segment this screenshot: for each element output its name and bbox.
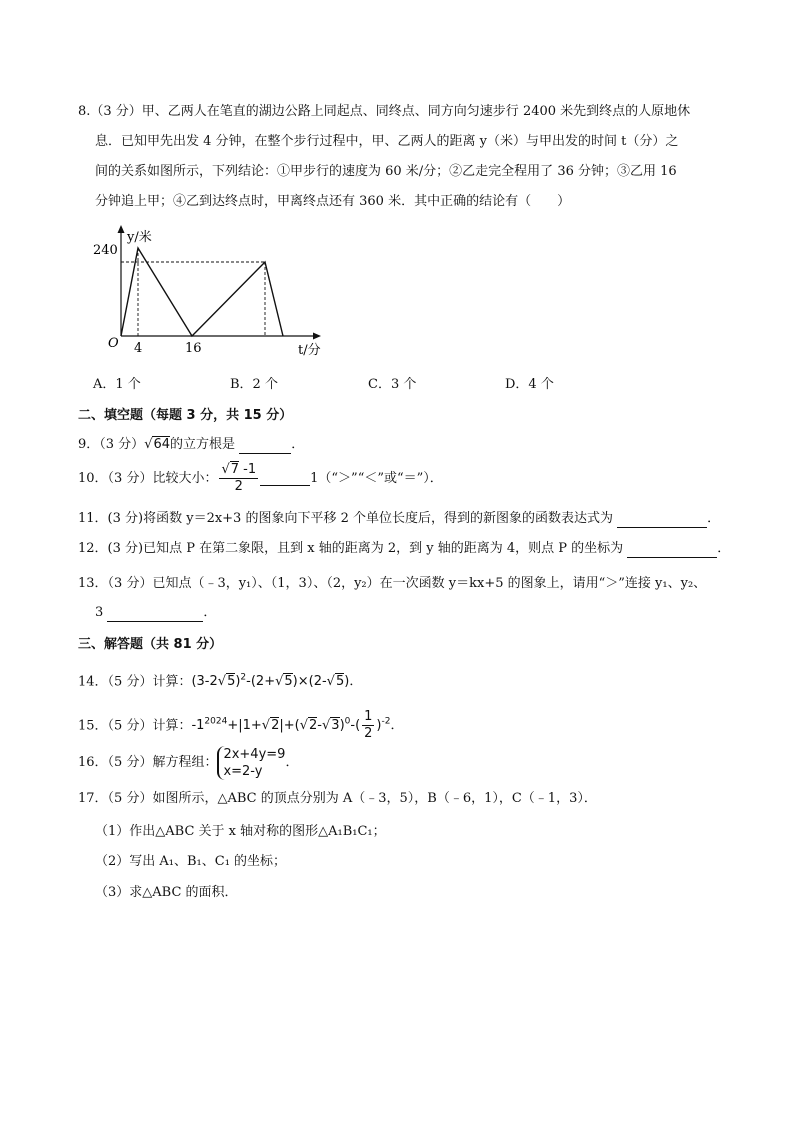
q8-line1: 8.（3 分）甲、乙两人在笔直的湖边公路上同起点、同终点、同方向匀速步行 2400 米先到终点的人原地休 [78,104,691,119]
q10-denominator: 2 [234,479,243,494]
q8-option-b: B．2 个 [230,377,278,392]
origin-label: O [108,336,119,351]
q12-answer-blank[interactable] [627,543,717,558]
q10-prefix: 10．（3 分）比较大小： [78,471,218,486]
q16 [78,743,298,783]
x-axis-arrow [313,333,321,340]
q12-end: ． [717,541,731,556]
q16-eq2: x=2-y [223,763,263,779]
q10-num-tail: -1 [239,462,257,477]
section2-title: 二、填空题（每题 3 分，共 15 分） [78,408,293,423]
q13-line1: 13．（3 分）已知点（﹣3，y₁）、（1，3）、（2，y₂）在一次函数 y＝kx+5 的图象上，请用“＞”连接 y₁、y₂、 [78,576,707,591]
x-axis-label: t/分 [298,343,321,358]
q11-answer-blank[interactable] [617,513,707,528]
q9-radicand: 64 [153,437,171,452]
q8-line3: 间的关系如图所示，下列结论：①甲步行的速度为 60 米/分；②乙走完全程用了 36 分钟；③乙用 16 [95,164,677,179]
q17-line1: 17．（5 分）如图所示，△ABC 的顶点分别为 A（﹣3，5），B（﹣6，1），C（﹣1，3）． [78,791,597,806]
q12-text: 12．(3 分)已知点 P 在第二象限，且到 x 轴的距离为 2，到 y 轴的距离为 4，则点 P 的坐标为 [78,541,624,556]
q13-end: ． [203,605,217,620]
q8-line2: 息．已知甲先出发 4 分钟，在整个步行过程中，甲、乙两人的距离 y（米）与甲出发的时间 t（分）之 [95,134,679,149]
q10-radicand: 7 [230,462,240,477]
q13-line2 [95,604,216,622]
q10 [78,461,443,497]
q8-line4: 分钟追上甲；④乙到达终点时，甲离终点还有 360 米．其中正确的结论有（ ） [95,194,571,209]
q9-suffix: 的立方根是 [170,437,236,452]
q16-end: ． [285,755,299,770]
q17-sub2: （2）写出 A₁、B₁、C₁ 的坐标； [95,854,287,869]
q11-text: 11．(3 分)将函数 y＝2x+3 的图象向下平移 2 个单位长度后，得到的新图象的函数表达式为 [78,511,613,526]
q8-option-c: C．3 个 [368,377,417,392]
q10-fraction: $\frac{√7 -1}{2}$ [221,462,257,494]
y-tick-240: 240 [93,243,118,258]
q9-end: ． [291,437,305,452]
y-axis-arrow [118,225,125,233]
q9-answer-blank[interactable] [239,439,291,454]
q8-option-d: D．4 个 [505,377,554,392]
q13-answer-blank[interactable] [107,607,203,622]
q8-distance-time-graph [93,222,340,362]
q16-eq1: 2x+4y=9 [223,746,286,762]
q11-end: ． [707,511,721,526]
q17-sub3: （3）求△ABC 的面积． [95,885,238,900]
q16-prefix: 16．（5 分）解方程组： [78,755,218,770]
y-axis-label: y/米 [127,230,152,245]
q15 [78,704,404,744]
q12 [78,540,730,558]
section3-title: 三、解答题（共 81 分） [78,637,223,652]
x-tick-16: 16 [185,341,202,356]
q9-prefix: 9．（3 分） [78,437,145,452]
q15-prefix: 15．（5 分）计算： [78,718,192,734]
q14 [78,669,362,691]
q11 [78,510,720,528]
q10-suffix: 1（“＞”“＜”或“＝”）． [310,471,443,486]
distance-line [121,248,283,336]
q9 [78,436,304,454]
q14-prefix: 14．（5 分）计算： [78,674,192,690]
q9-sqrt: √64 [144,437,171,452]
x-tick-4: 4 [134,341,143,356]
q8-option-a: A．1 个 [93,377,141,392]
q13-three: 3 [95,605,104,620]
q16-equation-system [217,746,285,780]
q10-answer-blank[interactable] [260,471,310,486]
q14-expression: $(3-2√5)^2-(2+√5)\times(2-√5)$． [191,673,363,690]
q17-sub1: （1）作出△ABC 关于 x 轴对称的图形△A₁B₁C₁； [95,824,386,839]
q15-expression: $-1^{2024}+|1+√2|+(√2-√3)^0-$( $\frac{1}{2}$ )$^{-2}$． [191,709,404,742]
